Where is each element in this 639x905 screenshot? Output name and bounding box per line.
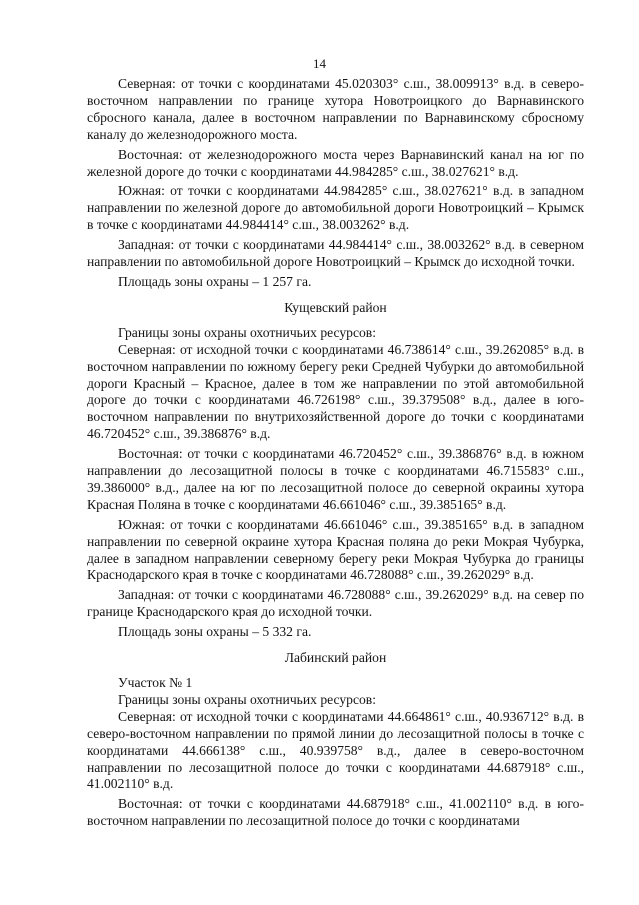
paragraph-area: Площадь зоны охраны – 5 332 га. <box>118 624 312 640</box>
paragraph-boundaries-intro: Границы зоны охраны охотничьих ресурсов: <box>118 691 376 707</box>
section-heading-kushchevsky: Кущевский район <box>284 299 387 315</box>
paragraph-south-boundary: Южная: от точки с координатами 44.984285° с.ш., 38.027621° в.д. в западном направлении по железной дороге до автомобильной дороги Новотроицкий – Крымск в точке с координатами 44.984414° с.ш., 38.003262° в.д. <box>87 183 584 233</box>
paragraph-east-boundary: Восточная: от железнодорожного моста через Варнавинский канал на юг по железной дороге до точки с координатами 44.984285° с.ш., 38.027621° в.д. <box>87 146 584 179</box>
paragraph-boundaries-intro: Границы зоны охраны охотничьих ресурсов: <box>118 324 376 340</box>
paragraph-north-boundary: Северная: от исходной точки с координатами 46.738614° с.ш., 39.262085° в.д. в восточном направлении по южному берегу реки Средней Чубурки до автомобильной дороги Красный – Красное, далее в том же направлении по этой автомобильной дороге до точки с координатами 46.726198° с.ш., 39.379508° в.д., далее в юго-восточном направлении по внутрихозяйственной дороге до точки с координатами 46.720452° с.ш., 39.386876° в.д. <box>87 341 584 442</box>
paragraph-east-boundary: Восточная: от точки с координатами 44.687918° с.ш., 41.002110° в.д. в юго-восточном направлении по лесозащитной полосе до точки с координатами <box>87 796 584 829</box>
paragraph-west-boundary: Западная: от точки с координатами 44.984414° с.ш., 38.003262° в.д. в северном направлении по автомобильной дороге Новотроицкий – Крымск до исходной точки. <box>87 237 584 270</box>
paragraph-north-boundary: Северная: от исходной точки с координатами 44.664861° с.ш., 40.936712° в.д. в северо-восточном направлении по прямой линии до лесозащитной полосы в точке с координатами 44.666138° с.ш., 40.939758° в.д., далее в северо-восточном направлении по лесозащитной полосе до точки с координатами 44.687918° с.ш., 41.002110° в.д. <box>87 708 584 792</box>
paragraph-east-boundary: Восточная: от точки с координатами 46.720452° с.ш., 39.386876° в.д. в южном направлении до лесозащитной полосы в точке с координатами 46.715583° с.ш., 39.386000° в.д., далее на юг по лесозащитной полосе до северной окраины хутора Красная Поляна в точке с координатами 46.661046° с.ш., 39.385165° в.д. <box>87 446 584 512</box>
document-body <box>87 76 584 830</box>
paragraph-south-boundary: Южная: от точки с координатами 46.661046° с.ш., 39.385165° в.д. в западном направлении по северной окраине хутора Красная поляна до реки Мокрая Чубурка, далее в западном направлении северному берегу реки Мокрая Чубурка до границы Краснодарского края в точке с координатами 46.728088° с.ш., 39.262029° в.д. <box>87 516 584 583</box>
paragraph-north-boundary: Северная: от точки с координатами 45.020303° с.ш., 38.009913° в.д. в северо-восточном направлении по границе хутора Новотроицкого до Варнавинского сбросного канала, далее в восточном направлении по Варнавинскому сбросному каналу до железнодорожного моста. <box>87 76 584 142</box>
paragraph-plot-number: Участок № 1 <box>118 675 193 690</box>
paragraph-area: Площадь зоны охраны – 1 257 га. <box>118 273 312 289</box>
paragraph-west-boundary: Западная: от точки с координатами 46.728088° с.ш., 39.262029° в.д. на север по границе Краснодарского края до исходной точки. <box>87 587 584 620</box>
page-number: 14 <box>313 56 326 71</box>
section-heading-labinsky: Лабинский район <box>284 650 387 666</box>
